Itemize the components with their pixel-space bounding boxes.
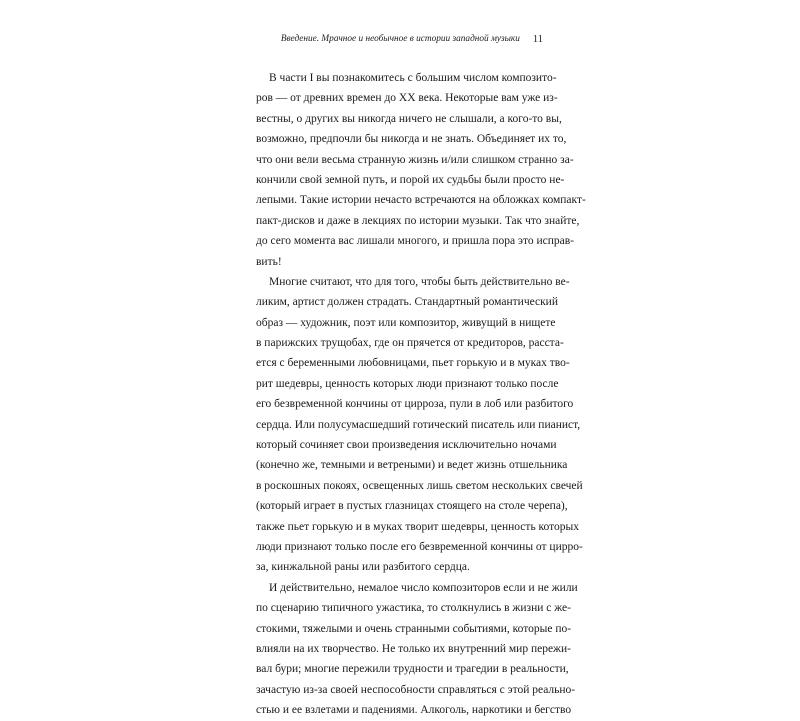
text-line: образ — художник, поэт или композитор, живущий в нищете	[256, 316, 556, 329]
text-line: ликим, артист должен страдать. Стандартный романтический	[256, 296, 558, 309]
text-line: до сего момента вас лишали многого, и пришла пора это исправ-	[256, 235, 575, 248]
text-line: по сценарию типичного ужастика, то столкнулись в жизни с же-	[256, 602, 571, 615]
text-line: также пьет горькую и в муках творит шедевры, ценность которых	[256, 520, 580, 533]
text-line: кончили свой земной путь, и порой их судьбы были просто не-	[256, 173, 565, 186]
text-line: что они вели весьма странную жизнь и/или слишком странно за-	[256, 153, 574, 166]
text-line: вестны, о других вы никогда ничего не слышали, а кого-то вы,	[256, 112, 562, 125]
text-line: (конечно же, темными и ветреными) и ведет жизнь отшельника	[256, 459, 568, 472]
text-line: стокими, тяжелыми и очень странными событиями, которые по-	[256, 622, 572, 635]
text-line: зачастую из-за своей неспособности справляться с этой реально-	[256, 683, 576, 696]
text-line: в парижских трущобах, где он прячется от кредиторов, расста-	[256, 337, 564, 350]
text-line: за, кинжальной раны или разбитого сердца.	[256, 561, 470, 574]
text-line: сердца. Или полусумасшедший готический писатель или пианист,	[256, 418, 581, 431]
text-line: рит шедевры, ценность которых люди признают только после	[256, 377, 559, 390]
text-line: стью и ее взлетами и падениями. Алкоголь, наркотики и бегство	[256, 704, 572, 717]
text-line: Многие считают, что для того, чтобы быть действительно ве-	[269, 275, 570, 288]
body-text	[256, 68, 586, 721]
text-line: В части I вы познакомитесь с большим числом композито-	[269, 72, 557, 84]
running-head	[280, 32, 543, 46]
text-line: возможно, предпочли бы никогда и не знать. Объединяет их то,	[256, 133, 567, 146]
text-line: его безвременной кончины от цирроза, пули в лоб или разбитого	[256, 398, 574, 411]
text-line: влияли на их творчество. Не только их внутренний мир пережи-	[256, 642, 571, 655]
chapter-title: Введение. Мрачное и необычное в истории западной музыки	[280, 34, 520, 44]
text-line: лепыми. Такие истории нечасто встречаются на обложках компакт-	[256, 194, 586, 207]
text-line: (который играет в пустых глазницах стоящего на столе черепа),	[256, 500, 568, 513]
text-line: вить!	[256, 255, 282, 268]
text-line: в роскошных покоях, освещенных лишь светом нескольких свечей	[256, 479, 583, 492]
text-line: И действительно, немалое число композиторов если и не жили	[269, 581, 578, 594]
text-line: люди признают только после его безвременной кончины от цирро-	[256, 540, 583, 553]
text-line: который сочиняет свои произведения исключительно ночами	[256, 439, 557, 452]
page-number: 11	[532, 33, 543, 45]
text-line: вал бури; многие пережили трудности и трагедии в реальности,	[256, 663, 569, 676]
text-line: пакт-дисков и даже в лекциях по истории музыки. Так что знайте,	[256, 214, 580, 227]
text-line: ров — от древних времен до XX века. Некоторые вам уже из-	[256, 92, 558, 105]
text-line: ется с беременными любовницами, пьет горькую и в муках тво-	[256, 357, 570, 370]
